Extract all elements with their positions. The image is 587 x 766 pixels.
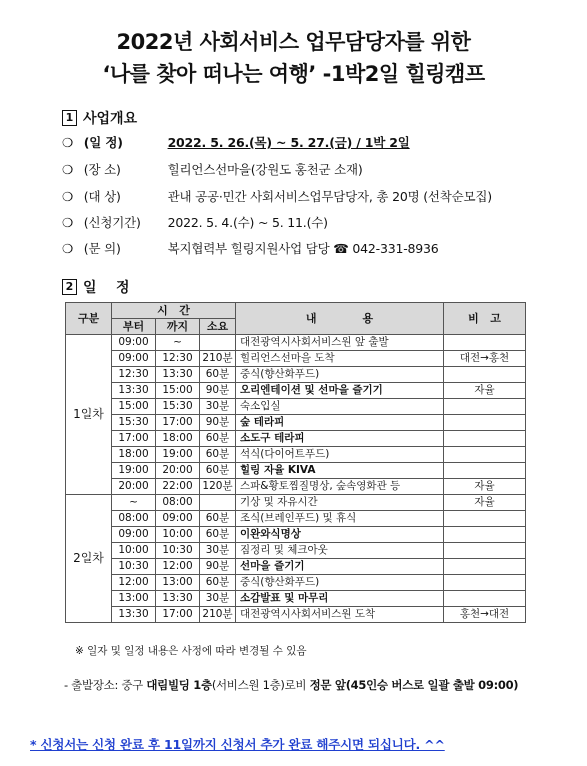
cell-content: 스파&황토찜질명상, 숲속영화관 등 [236,479,444,495]
cell-note [444,335,526,351]
cell-content: 숙소입실 [236,399,444,415]
cell-duration: 60분 [200,447,236,463]
cell-content: 짐정리 및 체크아웃 [236,543,444,559]
cell-note [444,511,526,527]
table-row [66,463,526,479]
table-row [66,479,526,495]
info-label: (문 의) [83,241,121,256]
cell-from: 15:00 [112,399,156,415]
cell-to: 17:00 [156,415,200,431]
cell-content: 중식(향산화푸드) [236,367,444,383]
cell-from: 09:00 [112,527,156,543]
header-from: 부터 [112,319,156,335]
cell-content: 선마을 즐기기 [236,559,444,575]
cell-from: 12:00 [112,575,156,591]
cell-from: 13:30 [112,607,156,623]
header-time: 시 간 [112,303,236,319]
section1-title: 사업개요 [83,111,138,127]
bullet-icon: ❍ [62,189,74,204]
header-content: 내 용 [236,303,444,335]
cell-from: 09:00 [112,335,156,351]
table-row [66,495,526,511]
info-value: 관내 공공·민간 사회서비스업무담당자, 총 20명 (선착순모집) [167,189,492,204]
cell-content: 힐링 자율 KIVA [236,463,444,479]
document-title-line2: ‘나를 찾아 떠나는 여행’ -1박2일 힐링캠프 [102,62,485,86]
cell-duration: 60분 [200,463,236,479]
cell-duration: 60분 [200,367,236,383]
cell-duration [200,495,236,511]
info-label: (장 소) [83,162,121,177]
cell-to: 12:00 [156,559,200,575]
day-label: 1일차 [66,335,112,495]
table-row [66,367,526,383]
cell-note [444,543,526,559]
cell-from: 18:00 [112,447,156,463]
departure-info [64,677,518,693]
cell-content: 중식(향산화푸드) [236,575,444,591]
cell-note: 대전→홍천 [444,351,526,367]
cell-duration: 60분 [200,575,236,591]
table-row [66,383,526,399]
cell-from: 13:00 [112,591,156,607]
cell-to: 15:00 [156,383,200,399]
cell-note: 자율 [444,479,526,495]
cell-to: 08:00 [156,495,200,511]
cell-content: 석식(다이어트푸드) [236,447,444,463]
cell-note [444,367,526,383]
cell-note [444,415,526,431]
cell-to: 09:00 [156,511,200,527]
departure-building: 대림빌딩 1층 [146,678,212,692]
cell-to: 15:30 [156,399,200,415]
cell-from: 10:30 [112,559,156,575]
cell-to: 13:30 [156,367,200,383]
cell-from: 10:00 [112,543,156,559]
table-row [66,543,526,559]
cell-to: 13:30 [156,591,200,607]
cell-content: 이완와식명상 [236,527,444,543]
cell-note [444,447,526,463]
cell-duration: 210분 [200,607,236,623]
info-row-date [62,133,410,151]
section2-heading [62,277,130,297]
departure-gate: 정문 앞 [309,678,346,692]
cell-content: 대전광역시사회서비스원 앞 출발 [236,335,444,351]
cell-from: 17:00 [112,431,156,447]
bullet-icon: ❍ [62,162,74,177]
cell-duration: 90분 [200,383,236,399]
cell-to: 12:30 [156,351,200,367]
schedule-note: ※ 일자 및 일정 내용은 사정에 따라 변경될 수 있음 [75,645,307,657]
bullet-icon: ❍ [62,215,74,230]
cell-from: 09:00 [112,351,156,367]
info-value: 2022. 5. 26.(목) ~ 5. 27.(금) / 1박 2일 [167,135,410,150]
section2-number: 2 [62,279,77,295]
cell-content: 오리엔테이션 및 선마을 즐기기 [236,383,444,399]
cell-to: ~ [156,335,200,351]
cell-duration: 60분 [200,431,236,447]
cell-note: 자율 [444,495,526,511]
cell-duration: 120분 [200,479,236,495]
table-row [66,591,526,607]
departure-mid: (서비스원 1층)로비 [211,678,310,692]
cell-content: 숲 테라피 [236,415,444,431]
cell-from: ~ [112,495,156,511]
cell-to: 18:00 [156,431,200,447]
info-label: (신청기간) [83,215,141,230]
table-row [66,511,526,527]
bullet-icon: ❍ [62,241,74,256]
cell-from: 08:00 [112,511,156,527]
document-title-line1: 2022년 사회서비스 업무담당자를 위한 [116,30,471,54]
section2-title: 일 정 [83,280,130,296]
cell-content: 소도구 테라피 [236,431,444,447]
cell-content: 힐리언스선마을 도착 [236,351,444,367]
cell-duration: 210분 [200,351,236,367]
table-row [66,559,526,575]
info-value: 2022. 5. 4.(수) ~ 5. 11.(수) [167,215,328,230]
departure-bus: (45인승 버스로 일괄 출발 09:00) [345,678,519,692]
cell-duration: 60분 [200,511,236,527]
cell-note [444,431,526,447]
cell-duration: 30분 [200,543,236,559]
cell-to: 22:00 [156,479,200,495]
info-label: (일 정) [83,135,123,150]
footer-notice: * 신청서는 신청 완료 후 11일까지 신청서 추가 완료 해주시면 되십니다. ^^ [30,737,445,752]
cell-content: 대전광역시사회서비스원 도착 [236,607,444,623]
cell-duration: 90분 [200,559,236,575]
info-row-target [62,187,492,205]
table-row [66,607,526,623]
cell-note [444,463,526,479]
cell-from: 12:30 [112,367,156,383]
info-value: 복지협력부 힐링지원사업 담당 ☎ 042-331-8936 [167,241,439,256]
header-gubun: 구분 [66,303,112,335]
header-dur: 소요 [200,319,236,335]
cell-duration: 30분 [200,591,236,607]
table-row [66,575,526,591]
departure-prefix: - 출발장소: 중구 [64,678,147,692]
header-note: 비 고 [444,303,526,335]
info-row-contact [62,239,439,257]
cell-note [444,591,526,607]
cell-to: 19:00 [156,447,200,463]
cell-note [444,559,526,575]
table-row [66,415,526,431]
cell-note: 홍천→대전 [444,607,526,623]
table-row [66,335,526,351]
cell-to: 13:00 [156,575,200,591]
cell-to: 10:30 [156,543,200,559]
cell-from: 13:30 [112,383,156,399]
cell-note: 자율 [444,383,526,399]
cell-duration: 60분 [200,527,236,543]
bullet-icon: ❍ [62,135,74,150]
info-row-period [62,213,328,231]
cell-note [444,575,526,591]
table-row [66,351,526,367]
info-label: (대 상) [83,189,121,204]
table-row [66,527,526,543]
cell-to: 10:00 [156,527,200,543]
cell-content: 조식(브레인푸드) 및 휴식 [236,511,444,527]
cell-content: 기상 및 자유시간 [236,495,444,511]
info-value: 힐리언스선마을(강원도 홍천군 소재) [167,162,363,177]
section1-number: 1 [62,110,77,126]
table-row [66,399,526,415]
header-to: 까지 [156,319,200,335]
cell-content: 소감발표 및 마무리 [236,591,444,607]
cell-duration: 90분 [200,415,236,431]
section1-heading [62,108,137,128]
table-row [66,431,526,447]
day-label: 2일차 [66,495,112,623]
cell-to: 17:00 [156,607,200,623]
cell-from: 19:00 [112,463,156,479]
day2-body [66,495,526,623]
cell-note [444,399,526,415]
cell-duration: 30분 [200,399,236,415]
schedule-table [65,302,526,623]
info-row-place [62,160,363,178]
cell-duration [200,335,236,351]
cell-from: 15:30 [112,415,156,431]
cell-to: 20:00 [156,463,200,479]
day1-body [66,335,526,495]
table-row [66,447,526,463]
cell-from: 20:00 [112,479,156,495]
cell-note [444,527,526,543]
